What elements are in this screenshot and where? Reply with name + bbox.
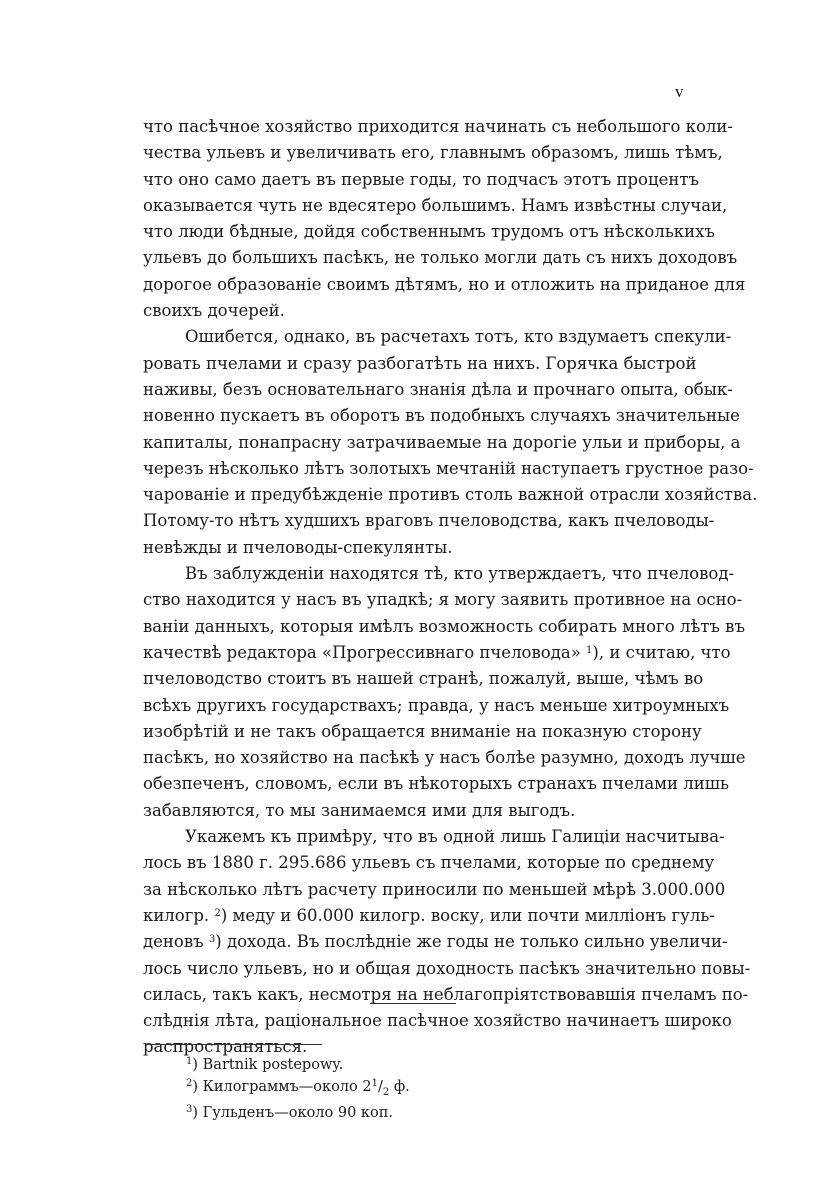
text-line: Ошибется, однако, въ расчетахъ тотъ, кто вздумаетъ спекули- [185, 327, 732, 347]
text-line: ваніи данныхъ, которыя имѣлъ возможность собирать много лѣтъ въ [143, 616, 745, 636]
text-run: килогр. [143, 905, 215, 925]
text-line: что пасѣчное хозяйство приходится начинать съ небольшого коли- [143, 117, 733, 136]
footnote-item [186, 1077, 506, 1103]
footnote-marker: 1 [586, 644, 593, 656]
text-line: ство находится у насъ въ упадкѣ; я могу заявить противное на осно- [143, 590, 743, 610]
text-line: обезпеченъ, словомъ, если въ нѣкоторыхъ странахъ пчелами лишь [143, 774, 730, 794]
text-line: оказывается чуть не вдесятеро большимъ. Намъ извѣстны случаи, [143, 195, 728, 215]
page-number: v [675, 82, 684, 101]
footnote-marker: 2 [214, 907, 221, 919]
footnote-item [186, 1103, 506, 1125]
footnote-item [186, 1055, 506, 1077]
text-run: ) меду и 60.000 килогр. воску, или почти милліонъ гуль- [220, 905, 715, 925]
text-line: Потому-то нѣтъ худшихъ враговъ пчеловодства, какъ пчеловоды- [143, 511, 715, 531]
footnote-marker: 3 [208, 934, 216, 946]
text-line: чества ульевъ и увеличивать его, главнымъ образомъ, лишь тѣмъ, [143, 143, 723, 163]
footnote-text: ) Bartnik postepowy. [192, 1057, 344, 1073]
text-line: своихъ дочерей. [143, 301, 285, 321]
text-line: дорогое образованіе своимъ дѣтямъ, но и отложить на приданое для [143, 274, 746, 294]
text-line: ульевъ до большихъ пасѣкъ, не только могли дать съ нихъ доходовъ [143, 248, 738, 268]
footnote-rule [146, 1044, 322, 1045]
text-line: забавляются, то мы занимаемся ими для выгодъ. [143, 800, 576, 820]
text-line: наживы, безъ основательнаго знанія дѣла и прочнаго опыта, обык- [143, 379, 733, 399]
text-line: всѣхъ другихъ государствахъ; правда, у насъ меньше хитроумныхъ [143, 695, 730, 715]
footnote-text: ) Гульденъ—около 90 коп. [192, 1104, 393, 1121]
footnote-number: 2 [186, 1077, 193, 1089]
text-line: силась, такъ какъ, несмотря на неблагопріятствовавшія пчеламъ по- [143, 984, 749, 1004]
text-line [143, 929, 728, 955]
text-line: Укажемъ къ примѣру, что въ одной лишь Галиціи насчитыва- [185, 827, 725, 847]
text-line: что оно само даетъ въ первые годы, то подчасъ этотъ процентъ [143, 169, 699, 189]
footnote-number: 3 [186, 1103, 193, 1115]
text-line: лось число ульевъ, но и общая доходность пасѣкъ значительно повы- [143, 958, 751, 978]
footnote-text-tail: ф. [389, 1078, 410, 1095]
body-text [143, 114, 758, 1061]
text-line: слѣднія лѣта, раціональное пасѣчное хозяйство начинаетъ широко [143, 1011, 732, 1031]
text-line: новенно пускаетъ въ оборотъ въ подобныхъ случаяхъ значительные [143, 406, 740, 426]
footnote-text: ) Килограммъ—около 2 [192, 1078, 372, 1095]
text-line: черезъ нѣсколько лѣтъ золотыхъ мечтаній наступаетъ грустное разо- [143, 458, 754, 478]
text-line: за нѣсколько лѣтъ расчету приносили по меньшей мѣрѣ 3.000.000 [143, 879, 726, 899]
text-line: невѣжды и пчеловоды-спекулянты. [143, 537, 453, 557]
text-line: ровать пчелами и сразу разбогатѣть на нихъ. Горячка быстрой [143, 353, 697, 373]
text-line: что люди бѣдные, дойдя собственнымъ трудомъ отъ нѣсколькихъ [143, 222, 715, 242]
text-line: капиталы, понапрасну затрачиваемые на дорогіе ульи и приборы, а [143, 432, 741, 452]
fraction-slash: / [377, 1078, 383, 1095]
text-line [143, 640, 731, 666]
footnotes [186, 1055, 506, 1124]
text-line: пчеловодство стоитъ въ нашей странѣ, пожалуй, выше, чѣмъ во [143, 669, 704, 689]
text-run: ) дохода. Въ послѣдніе же годы не только сильно увеличи- [215, 932, 728, 952]
fraction-denominator: 2 [382, 1086, 390, 1098]
footnote-number: 1 [186, 1056, 193, 1067]
text-line: пасѣкъ, но хозяйство на пасѣкѣ у насъ болѣе разумно, доходъ лучше [143, 748, 746, 768]
text-run: качествѣ редактора «Прогрессивнаго пчеловода» [143, 642, 587, 662]
text-run: ), и считаю, что [592, 642, 731, 662]
text-run: деновъ [143, 932, 209, 952]
text-line: изобрѣтій и не такъ обращается вниманіе на показную сторону [143, 721, 702, 741]
text-line: лось въ 1880 г. 295.686 ульевъ съ пчелами, которые по среднему [143, 853, 715, 873]
text-line: распространяться. [143, 1037, 308, 1057]
text-line: чарованіе и предубѣжденіе противъ столь важной отрасли хозяйства. [143, 485, 758, 505]
section-separator [370, 1003, 456, 1004]
fraction-numerator: 1 [371, 1077, 378, 1089]
text-line: Въ заблужденіи находятся тѣ, кто утверждаетъ, что пчеловод- [185, 564, 735, 584]
text-line [143, 903, 715, 929]
